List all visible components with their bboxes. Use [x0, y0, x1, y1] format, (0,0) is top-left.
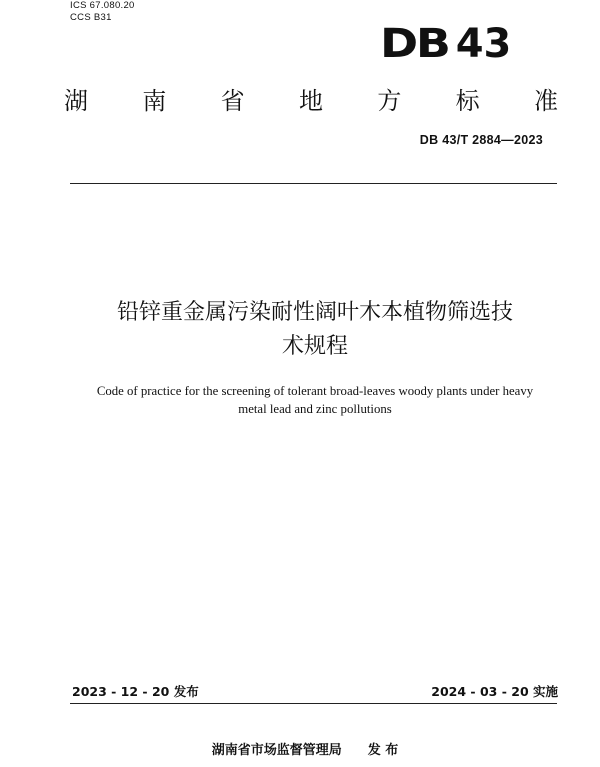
ccs-code: CCS B31 [70, 12, 112, 23]
header-divider [70, 183, 557, 184]
issue-date: 2023 - 12 - 20 发布 [72, 684, 199, 699]
implementation-date: 2024 - 03 - 20 实施 [431, 684, 558, 699]
classification-codes [70, 0, 135, 24]
title-zh-line-1: 铅锌重金属污染耐性阔叶木本植物筛选技 [116, 300, 513, 325]
standard-type-char: 标 [455, 87, 480, 115]
standard-number: DB 43/T 2884—2023 [419, 133, 543, 147]
title-en-line-1: Code of practice for the screening of tolerant broad-leaves woody plants under heavy [96, 384, 534, 398]
standard-type-title [64, 86, 558, 116]
standard-type-char: 准 [533, 87, 558, 115]
db43-logo [380, 22, 520, 66]
title-zh-line-2: 术规程 [281, 334, 348, 359]
footer-divider [70, 703, 557, 704]
title-en-line-2: metal lead and zinc pollutions [238, 402, 392, 416]
standard-type-char: 南 [142, 87, 167, 115]
logo-db-text: DB [380, 21, 449, 67]
standard-type-char: 湖 [64, 87, 88, 115]
document-title-zh [60, 296, 570, 364]
document-title-en [60, 382, 570, 418]
ics-code: ICS 67.080.20 [70, 0, 135, 11]
issuing-authority: 湖南省市场监督管理局 发 布 [211, 743, 399, 758]
standard-type-char: 省 [220, 87, 245, 115]
standard-type-char: 地 [298, 87, 323, 115]
standard-type-char: 方 [377, 87, 402, 115]
logo-number: 43 [455, 21, 512, 67]
